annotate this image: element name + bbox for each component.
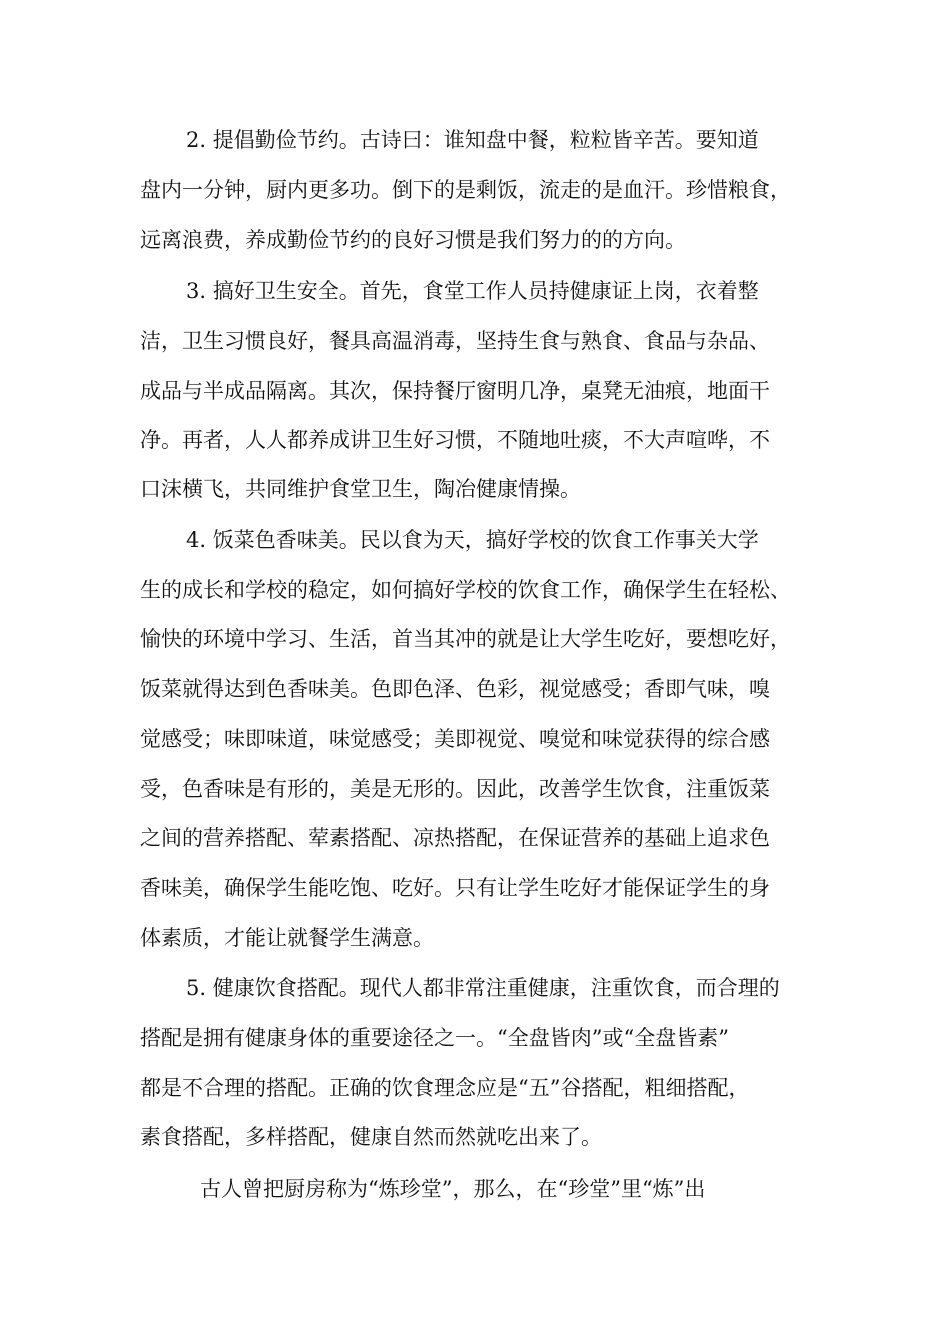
paragraph-3-line-1: 3. 搞好卫生安全。首先，食堂工作人员持健康证上岗，衣着整 <box>186 279 759 303</box>
paragraph-2-line-1: 2. 提倡勤俭节约。古诗曰：谁知盘中餐，粒粒皆辛苦。要知道 <box>186 128 759 152</box>
paragraph-4-line-5: 觉感受；味即味道，味觉感受；美即视觉、嗅觉和味觉获得的综合感 <box>140 727 770 751</box>
paragraph-4-line-2: 生的成长和学校的稳定，如何搞好学校的饮食工作，确保学生在轻松、 <box>140 578 791 602</box>
paragraph-5-line-2: 搭配是拥有健康身体的重要途径之一。“全盘皆肉”或“全盘皆素” <box>140 1026 729 1050</box>
paragraph-4-line-4: 饭菜就得达到色香味美。色即色泽、色彩，视觉感受；香即气味，嗅 <box>140 677 770 701</box>
paragraph-4-line-6: 受，色香味是有形的，美是无形的。因此，改善学生饮食，注重饭菜 <box>140 777 770 801</box>
paragraph-4-line-8: 香味美，确保学生能吃饱、吃好。只有让学生吃好才能保证学生的身 <box>140 876 770 900</box>
paragraph-4-line-1: 4. 饭菜色香味美。民以食为天，搞好学校的饮食工作事关大学 <box>186 528 759 552</box>
paragraph-4-line-9: 体素质，才能让就餐学生满意。 <box>140 926 434 950</box>
paragraph-5-line-1: 5. 健康饮食搭配。现代人都非常注重健康，注重饮食，而合理的 <box>186 976 780 1000</box>
paragraph-4-line-7: 之间的营养搭配、荤素搭配、凉热搭配，在保证营养的基础上追求色 <box>140 826 770 850</box>
paragraph-5-line-3: 都是不合理的搭配。正确的饮食理念应是“五”谷搭配，粗细搭配， <box>140 1076 750 1100</box>
paragraph-3-line-5: 口沫横飞，共同维护食堂卫生，陶冶健康情操。 <box>140 477 581 501</box>
paragraph-3-line-4: 净。再者，人人都养成讲卫生好习惯，不随地吐痰，不大声喧哗，不 <box>140 428 770 452</box>
paragraph-2-line-2: 盘内一分钟，厨内更多功。倒下的是剩饭，流走的是血汗。珍惜粮食， <box>140 178 791 202</box>
paragraph-4-line-3: 愉快的环境中学习、生活，首当其冲的就是让大学生吃好，要想吃好， <box>140 627 791 651</box>
paragraph-2-line-3: 远离浪费，养成勤俭节约的良好习惯是我们努力的的方向。 <box>140 228 686 252</box>
paragraph-3-line-2: 洁，卫生习惯良好，餐具高温消毒，坚持生食与熟食、食品与杂品、 <box>140 329 770 353</box>
paragraph-3-line-3: 成品与半成品隔离。其次，保持餐厅窗明几净，桌凳无油痕，地面干 <box>140 379 770 403</box>
paragraph-6-line-1: 古人曾把厨房称为“炼珍堂”，那么，在“珍堂”里“炼”出 <box>200 1177 706 1201</box>
paragraph-5-line-4: 素食搭配，多样搭配，健康自然而然就吃出来了。 <box>140 1125 602 1149</box>
